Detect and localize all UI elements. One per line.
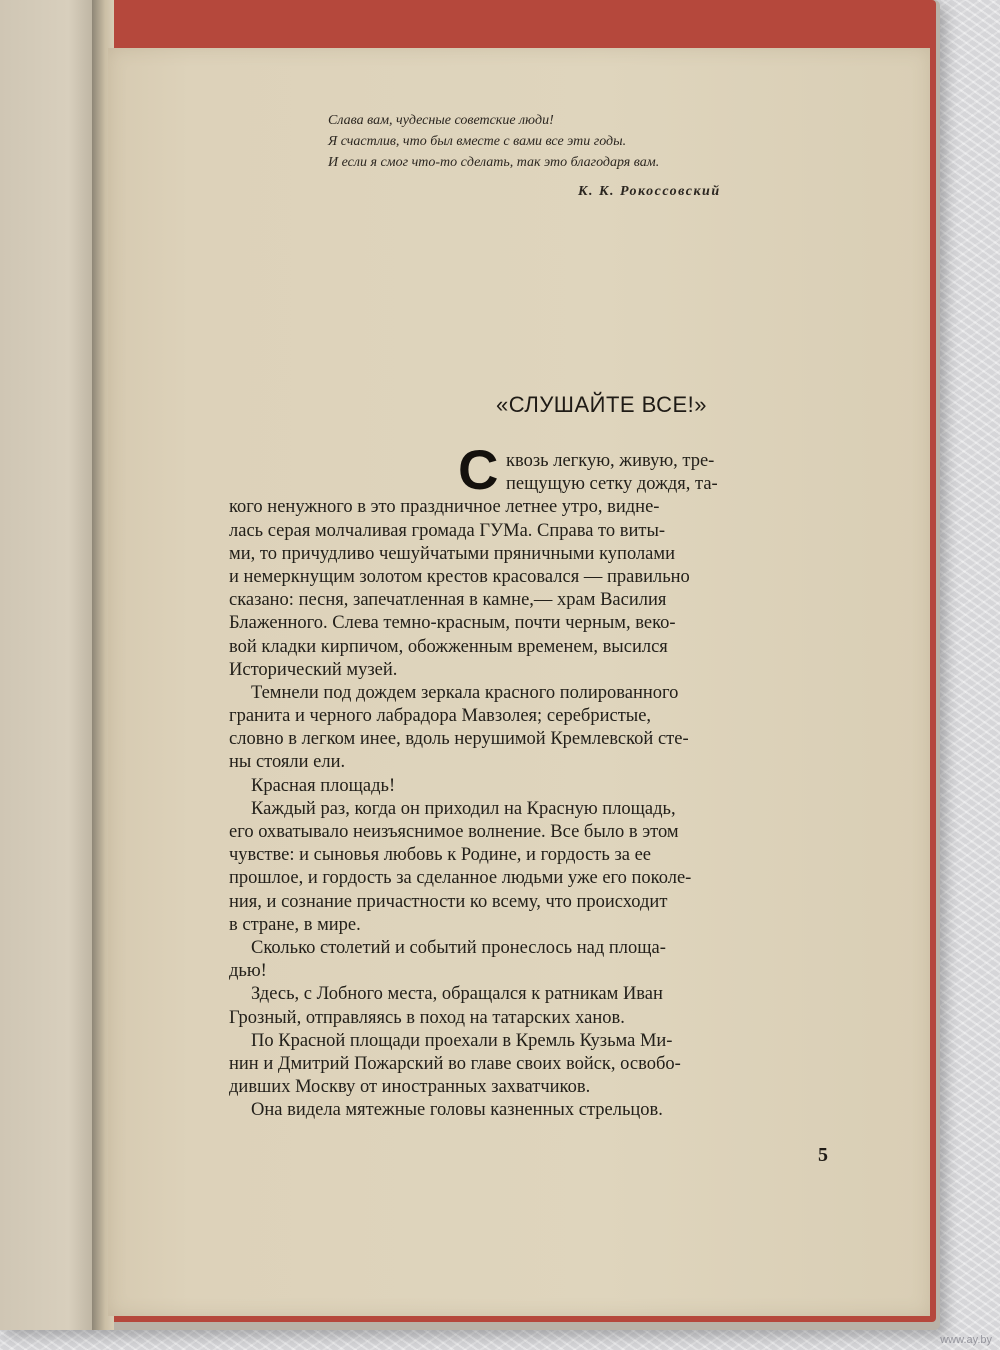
epigraph <box>328 110 828 173</box>
text-line: Здесь, с Лобного места, обращался к ратникам Иван <box>251 984 663 1005</box>
text-line: Исторический музей. <box>229 659 398 680</box>
epigraph-line: Слава вам, чудесные советские люди! <box>328 113 554 128</box>
text-line: прошлое, и гордость за сделанное людьми уже его поколе- <box>229 868 692 889</box>
text-line: Красная площадь! <box>251 775 396 796</box>
text-line: По Красной площади проехали в Кремль Кузьма Ми- <box>251 1030 673 1051</box>
text-line: ми, то причудливо чешуйчатыми пряничными куполами <box>229 543 675 564</box>
text-line: и немеркнущим золотом крестов красовался — правильно <box>229 566 690 587</box>
text-line: Блаженного. Слева темно-красным, почти черным, веко- <box>229 613 676 634</box>
text-line: квозь легкую, живую, тре- <box>506 451 715 471</box>
text-line: Темнели под дождем зеркала красного полированного <box>251 682 679 703</box>
text-line: словно в легком инее, вдоль нерушимой Кремлевской сте- <box>229 729 689 750</box>
text-line: кого ненужного в это праздничное летнее утро, видне- <box>229 497 660 518</box>
text-line: Грозный, отправляясь в поход на татарских ханов. <box>229 1007 625 1028</box>
text-line: Сколько столетий и событий пронеслось над площа- <box>251 937 666 958</box>
text-line: дью! <box>229 961 267 982</box>
book-page <box>108 48 930 1316</box>
text-line: дивших Москву от иностранных захватчиков. <box>229 1077 591 1098</box>
text-line: вой кладки кирпичом, обожженным временем, высился <box>229 636 668 657</box>
text-line: ны стояли ели. <box>229 752 346 773</box>
watermark: www.ay.by <box>940 1334 992 1346</box>
chapter-title: «СЛУШАЙТЕ ВСЕ!» <box>496 392 708 417</box>
body-text <box>229 438 939 1122</box>
text-line: чувстве: и сыновья любовь к Родине, и гордость за ее <box>229 845 652 866</box>
text-line: лась серая молчаливая громада ГУМа. Справа то виты- <box>229 520 666 541</box>
text-line: гранита и черного лабрадора Мавзолея; серебристые, <box>229 706 652 727</box>
text-line: пещущую сетку дождя, та- <box>506 474 718 495</box>
drop-cap: С <box>458 438 499 501</box>
text-line: Каждый раз, когда он приходил на Красную площадь, <box>251 798 676 819</box>
text-line: ния, и сознание причастности ко всему, что происходит <box>229 891 668 912</box>
text-line: в стране, в мире. <box>229 914 361 935</box>
page-number: 5 <box>818 1144 828 1166</box>
epigraph-author: К. К. Рокоссовский <box>578 184 721 199</box>
text-line: его охватывало неизъяснимое волнение. Все было в этом <box>229 822 679 842</box>
epigraph-line: Я счастлив, что был вместе с вами все эти годы. <box>328 134 627 149</box>
left-page <box>0 0 98 1330</box>
text-line: сказано: песня, запечатленная в камне,— храм Василия <box>229 590 667 611</box>
text-line: Она видела мятежные головы казненных стрельцов. <box>251 1100 663 1121</box>
text-line: нин и Дмитрий Пожарский во главе своих войск, освобо- <box>229 1053 681 1074</box>
epigraph-line: И если я смог что-то сделать, так это благодаря вам. <box>328 155 660 170</box>
